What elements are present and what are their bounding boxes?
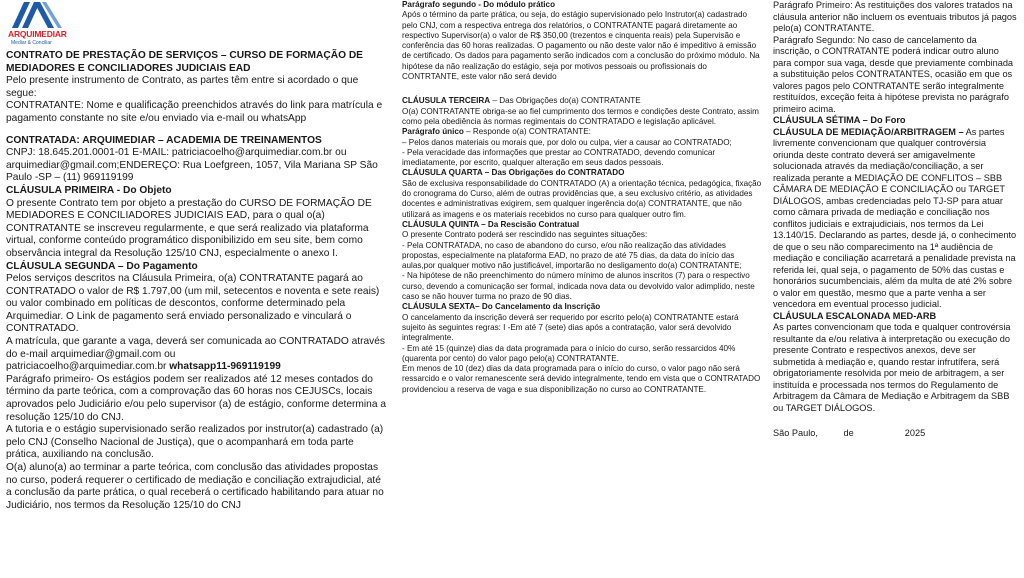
paragraph: Parágrafo Segundo: No caso de cancelamento da inscrição, o CONTRATANTE poderá indicar outro aluno para compor sua vaga, desde que previamente combinada a substituição pelos CONTRATANTES, ocasião em que os valores pagos pelo CONTRATANTE serão integralmente restituídos, exceção feita à hipótese prevista no parágrafo primeiro acima. (773, 34, 1014, 114)
logo-tagline: Mediar & Conciliar (11, 40, 52, 46)
paragraph: – Pelos danos materiais ou morais que, por dolo ou culpa, vier a causar ao CONTRATADO; (402, 137, 732, 147)
paragraph: Parágrafo primeiro- Os estágios podem ser realizados até 12 meses contados do término da parte teórica, com a comprovação das 60 horas nos CEJUSCs, locais aprovados pelo Judiciário e/ou pelo supervisor (a) de estágio, conforme determina a resolução 125/10 do CNJ. (6, 373, 386, 423)
paragraph: Pelos serviços descritos na Cláusula Primeira, o(a) CONTRATANTE pagará ao CONTRATADO o valor de R$ 1.797,00 (um mil, setecentos e noventa e sete reais) ou valor combinado em políticas de descontos, conforme determinado pela Arquimediar. O Link de pagamento será enviado personalizado e vinculará o CONTRATADO. (6, 273, 380, 335)
paragraph: - Na hipótese de não preenchimento do número mínimo de alunos inscritos (7) para o respectivo curso, devendo a comunicação ser formal, indicada nova data ou devolvido valor adimplido, neste caso se não houver turma no prazo de 90 dias. (402, 271, 755, 302)
paragraph: O cancelamento da inscrição deverá ser requerido por escrito pelo(a) CONTRATANTE estará sujeito às seguintes regras: I -Em até 7 (sete) dias após a contratação, valor será devolvido integralmente. (402, 312, 739, 343)
paragraph (773, 127, 1018, 311)
arquimediar-logo-mark-icon (8, 0, 66, 30)
paragraph (6, 361, 388, 374)
paragraph: As partes convencionam que toda e qualquer controvérsia resultante da e/ou relativa à interpretação ou execução do presente Contrato e respectivos anexos, deve ser submetida à mediação e, quando restar infrutífera, será obrigatoriamente resolvida por meio de arbitragem, a ser instituída e processada nos termos do Regulamento de Arbitragem da Câmara de Mediação e Arbitragem da SBB ou TARGET DIÁLOGOS. (773, 322, 1011, 413)
logo-name: ARQUIMEDIAR (8, 29, 67, 39)
section-heading: Parágrafo segundo - Do módulo prático (402, 0, 556, 9)
contract-column-1 (6, 0, 388, 578)
section-heading: CONTRATADA: ARQUIMEDIAR – ACADEMIA DE TREINAMENTOS (6, 134, 322, 146)
paragraph: O(a) aluno(a) ao terminar a parte teórica, com conclusão das atividades propostas no curso, poderá requerer o certificado de mediação e conciliação extrajudicial, até a conclusão da parte prática, o qual receberá o certificado habilitando para atuar no Judiciário, nos termos da Resolução 125/10 do CNJ (6, 462, 384, 511)
paragraph: O(a) CONTRATANTE obriga-se ao fiel cumprimento dos termos e condições deste Contrato, assim como pela obediência às normas regimentais do CONTRATADO e legislação aplicável. (402, 106, 759, 126)
email-text: patriciacoelho@arquimediar.com.br (6, 361, 167, 373)
section-heading: CLÁUSULA SÉTIMA – Do Foro (773, 115, 906, 125)
clause-subject: – Das Obrigações do(a) CONTRATANTE (490, 96, 641, 106)
paragraph-subject: – Responde o(a) CONTRATANTE: (463, 127, 591, 137)
section-heading: CLÁUSULA ESCALONADA MED-ARB (773, 310, 937, 321)
paragraph: O presente Contrato tem por objeto a prestação do CURSO DE FORMAÇÃO DE MEDIADORES E CONCILIADORES JUDICIAIS EAD, para o qual o(a) CONTRATANTE se inscreveu regularmente, e que será realizado via plataforma virtual, conforme conteúdo programático disponibilizido em seu site, bem como observância integral da Resolução 125/10 CNJ, especialmente o anexo I. (6, 197, 372, 259)
signature-date-line: São Paulo, de 2025 (773, 428, 926, 438)
paragraph: Pelo presente instrumento de Contrato, as partes têm entre si acordado o que segue: (6, 75, 359, 99)
section-heading (402, 96, 764, 106)
paragraph: Parágrafo Primeiro: As restituições dos valores tratados na cláusula anterior não incluem os eventuais tributos já pagos pelo(a) CONTRATANTE. (773, 0, 1017, 33)
section-heading: CLÁUSULA SEGUNDA – Do Pagamento (6, 260, 198, 272)
clause-text: As partes livremente convencionam que qualquer controvérsia oriunda deste contrato deverá ser amigavelmente solucionada através da mediação/conciliação, a ser realizada perante a MEDIAÇÃO DE CONFLITOS – SBB CÂMARA DE MEDIAÇÃO E CONCILIAÇÃO ou TARGET DIÁLOGOS, ambas credenciadas pelo TJ-SP para atuar como câmara privada de mediação e conciliação nos conflitos judiciais e extrajudiciais, nos termos da Lei 13.140/15. Declarando as partes, desde já, o conhecimento de que o seu não comparecimento na 1ª audiência de mediação e conciliação acarretará a penalidade prevista na referida lei, qual seja, o pagamento de 50% das custas e honorários sucumbenciais, além da multa de até 2% sobre o valor em questão, mesmo que a parte venha a ser vencedora em eventual processo judicial. (773, 126, 1017, 309)
section-heading: CLÁUSULA QUINTA – Da Rescisão Contratual (402, 219, 580, 229)
clause-label: CLÁUSULA TERCEIRA (402, 96, 491, 106)
paragraph: CNPJ: 18.645.201.0001-01 E-MAIL: patriciacoelho@arquimediar.com.br ou arquimediar@gmail.com;ENDEREÇO: Rua Loefgreen, 1057, Vila Mariana SP São Paulo -SP – (11) 969119199 (6, 147, 378, 184)
section-heading: CLÁUSULA PRIMEIRA - Do Objeto (6, 184, 172, 196)
paragraph: CONTRATANTE: Nome e qualificação preenchidos através do link para matrícula e pagamento constante no site e/ou enviado via e-mail ou whatsApp (6, 100, 383, 124)
paragraph: - Pela CONTRATADA, no caso de abandono do curso, e/ou não realização das atividades propostas, especialmente na plataforma EAD, no prazo de até 75 dias, da data do início das aulas,por qualquer motivo não justificável, importarão no desligamento do(a) CONTRATANTE; (402, 240, 742, 271)
paragraph-label: Parágrafo único (402, 127, 464, 137)
section-heading: CLÁUSULA SEXTA– Do Cancelamento da Inscrição (402, 302, 601, 312)
whatsapp-text: whatsapp11-969119199 (169, 361, 281, 373)
arquimediar-logo (8, 0, 66, 50)
paragraph: São de exclusiva responsabilidade do CONTRATADO (A) a orientação técnica, pedagógica, fixação do cronograma do Curso, além de outras providências que, a seu exclusivo critério, as atividades docentes e administrativas exigirem, sem qualquer ingerência do(a) CONTRATANTE, que não utilizará as imagens e os materiais recebidos no curso para qualquer outro fim. (402, 178, 762, 219)
paragraph: Em menos de 10 (dez) dias da data programada para o início do curso, o valor pago não será ressarcido e o valor remanescente será devido integralmente, tendo em vista que o CONTRATADO providenciou a reserva de vaga e sua disponibilização no curso ao CONTRATANTE. (402, 364, 761, 394)
paragraph: - Em até 15 (quinze) dias da data programada para o início do curso, serão ressarcidos 40% (quarenta por cento) do valor pago pelo(a) CONTRATANTE. (402, 343, 736, 363)
paragraph: Após o término da parte prática, ou seja, do estágio supervisionado pelo Instrutor(a) cadastrado pelo CNJ, com a respectiva entrega dos relatórios, o CONTRATANTE pagará diretamente ao respectivo Supervisor(a) o valor de R$ 350,00 (trezentos e cinquenta reais) pela Supervisão e conferência das 60 horas realizadas. O pagamento ou não deste valor não é impeditivo à emissão de certificado. Os dados para pagamento serão indicados com a conclusão do próximo módulo. Na hipótese da não realização do estágio, seja por motivos pessoais ou profissionais do CONTRTANTE, este valor não será devido (402, 10, 760, 82)
paragraph (402, 127, 764, 137)
contract-column-2 (402, 0, 764, 578)
clause-label: CLÁUSULA DE MEDIAÇÃO/ARBITRAGEM – (773, 126, 964, 137)
section-heading: CLÁUSULA QUARTA – Das Obrigações do CONTRATADO (402, 168, 625, 178)
paragraph: O presente Contrato poderá ser rescindido nas seguintes situações: (402, 230, 648, 240)
paragraph: A tutoria e o estágio supervisionado serão realizados por instrutor(a) cadastrado (a) pelo CNJ (Conselho Nacional de Justiça), que o acompanhará em toda parte prática, auxiliando na conclusão. (6, 424, 384, 461)
paragraph: - Pela veracidade das informações que prestar ao CONTRATADO, devendo comunicar imediatamente, por escrito, qualquer alteração em seus dados pessoais. (402, 147, 716, 168)
contract-column-3 (773, 0, 1018, 578)
contract-title: CONTRATO DE PRESTAÇÃO DE SERVIÇOS – CURSO DE FORMAÇÃO DE MEDIADORES E CONCILIADORES JUDICIAIS EAD (6, 50, 363, 74)
paragraph: A matrícula, que garante a vaga, deverá ser comunicada ao CONTRATADO através do e-mail arquimediar@gmail.com ou (6, 336, 385, 360)
